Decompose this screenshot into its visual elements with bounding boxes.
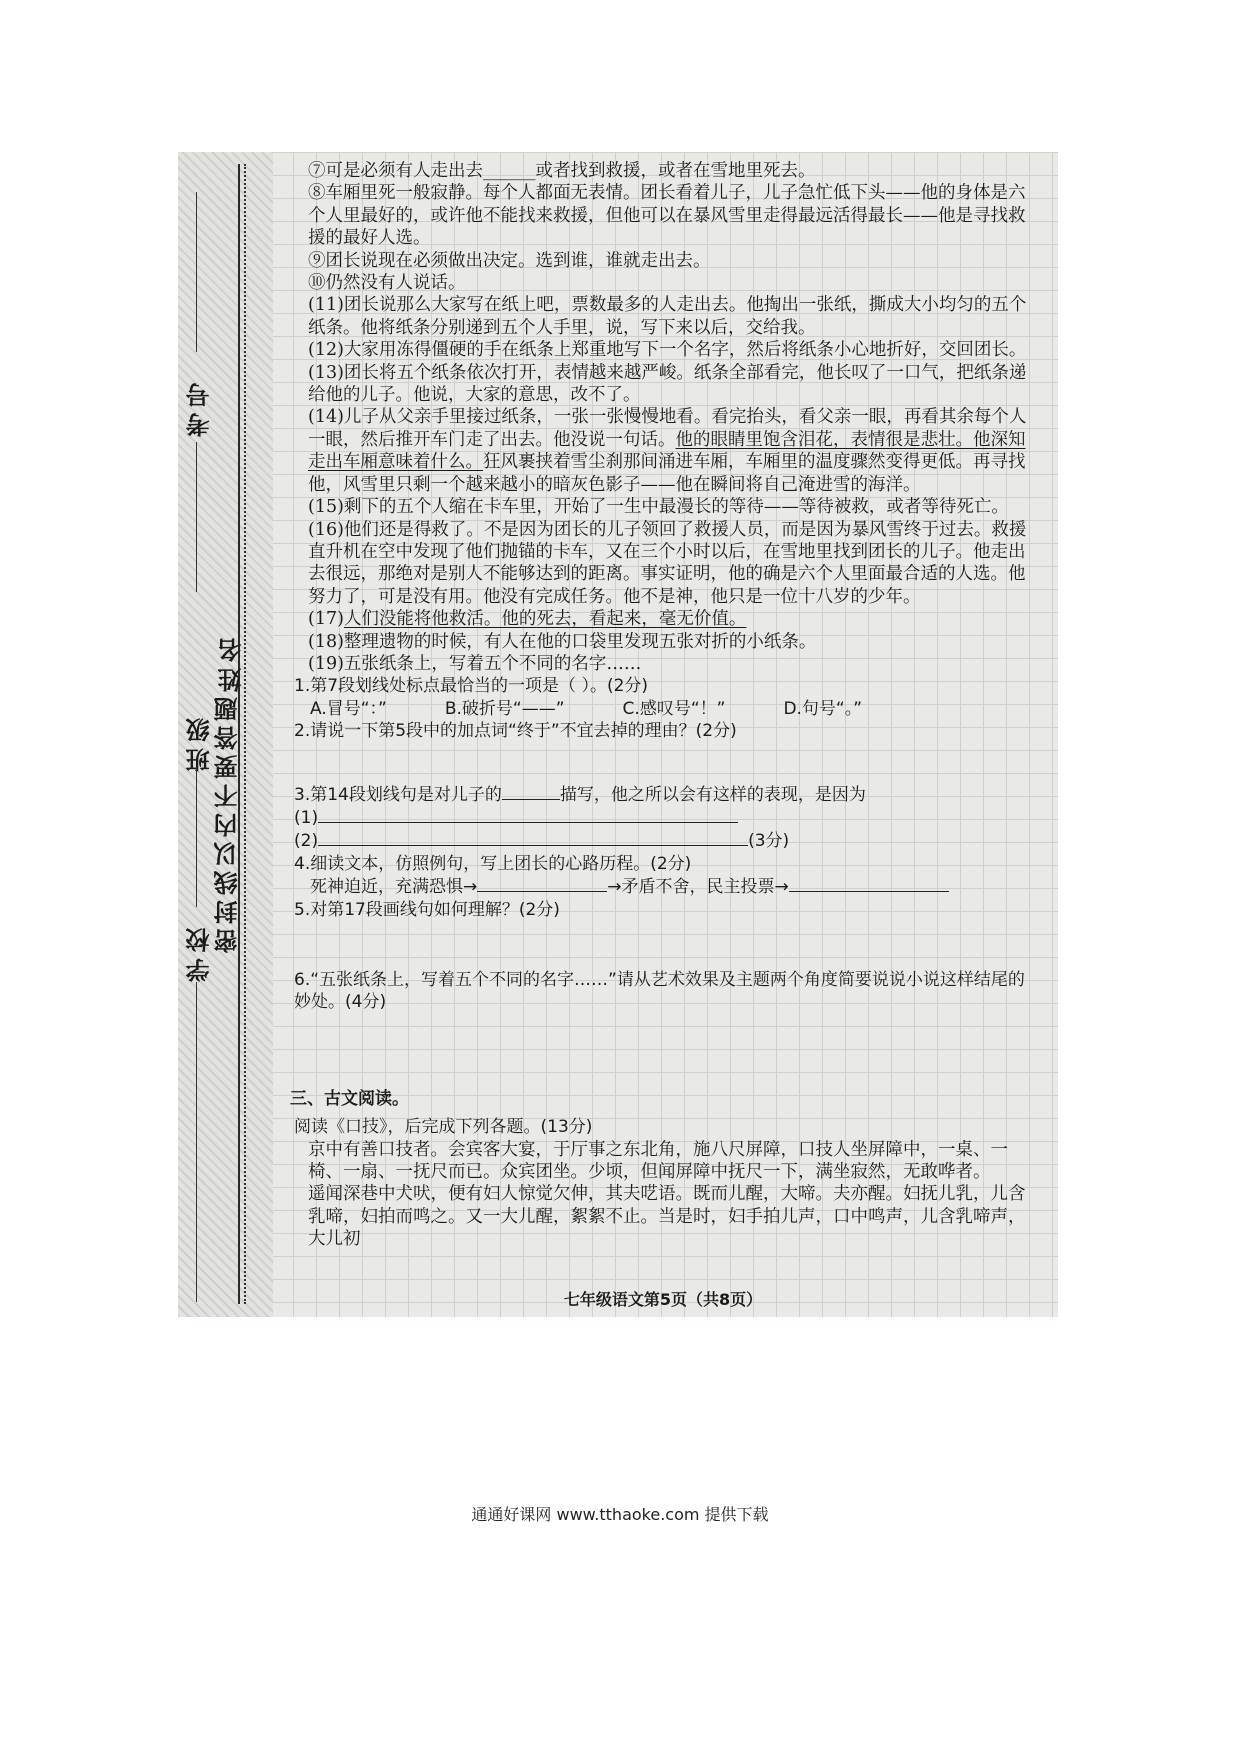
binding-margin <box>178 152 273 1317</box>
answer-line-4-1[interactable] <box>477 875 607 892</box>
paragraph-11: (11)团长说那么大家写在纸上吧，票数最多的人走出去。他掏出一张纸，撕成大小均匀的五个纸条。他将纸条分别递到五个人手里，说，写下来以后，交给我。 <box>308 295 1027 338</box>
top-blank <box>196 192 197 352</box>
paragraph-18: (18)整理遗物的时候，有人在他的口袋里发现五张对折的小纸条。 <box>308 631 817 652</box>
paragraph-19: (19)五张纸条上，写着五个不同的名字…… <box>308 653 642 674</box>
section-3-title: 三、古文阅读。 <box>290 1088 409 1109</box>
passage-content <box>290 160 1038 1251</box>
question-3: 3.第14段划线句是对儿子的 描写，他之所以会有这样的表现，是因为 <box>294 784 866 805</box>
option-c[interactable]: C.感叹号“！” <box>622 698 726 719</box>
school-blank <box>196 982 197 1102</box>
download-watermark: 通通好课网 www.tthaoke.com 提供下载 <box>471 1505 769 1524</box>
paragraph-9: ⑨团长说现在必须做出决定。选到谁，谁就走出去。 <box>308 250 711 271</box>
option-a[interactable]: A.冒号“：” <box>310 698 387 719</box>
underlined-sentence-14: 他的眼睛里饱含泪花，表情很是悲壮。他深知走出车厢意味着什么。 <box>308 429 1026 473</box>
paragraph-12: (12)大家用冻得僵硬的手在纸条上郑重地写下一个名字，然后将纸条小心地折好，交回团长。 <box>308 340 1027 361</box>
answer-line-4-2[interactable] <box>789 875 949 892</box>
exam-no-label: 考号 <box>186 377 214 437</box>
option-b[interactable]: B.破折号“——” <box>444 698 565 719</box>
paragraph-10: ⑩仍然没有人说话。 <box>308 273 466 294</box>
question-1-options <box>290 698 1038 720</box>
classical-paragraph-1: 京中有善口技者。会宾客大宴，于厅事之东北角，施八尺屏障，口技人坐屏障中，一桌、一椅、一扇、一抚尺而已。众宾团坐。少顷，但闻屏障中抚尺一下，满坐寂然，无敢哗者。 <box>308 1139 1008 1183</box>
answer-space-6[interactable] <box>290 1014 1038 1088</box>
paragraph-7: ⑦可是必须有人走出去______或者找到救援，或者在雪地里死去。 <box>308 161 816 181</box>
question-4: 4.细读文本，仿照例句，写上团长的心路历程。(2分) <box>294 853 692 874</box>
answer-line-3-1[interactable] <box>318 806 738 823</box>
answer-space-2[interactable] <box>290 743 1038 783</box>
exam-no-blank <box>196 442 197 592</box>
question-5: 5.对第17段画线句如何理解？(2分) <box>294 899 560 920</box>
underlined-sentence-17: 人们没能将他救活。他的死去，看起来，毫无价值。 <box>343 609 747 630</box>
school-label: 学校 <box>186 922 214 982</box>
question-3-line-2: (2) (3分) <box>294 831 790 852</box>
answer-blank-3[interactable] <box>502 783 560 800</box>
class-label: 班级 <box>186 712 214 772</box>
section-3-intro: 阅读《口技》，后完成下列各题。(13分) <box>294 1117 593 1138</box>
name-label: 姓名 <box>218 632 246 692</box>
answer-space-5[interactable] <box>290 921 1038 969</box>
option-d[interactable]: D.句号“。” <box>783 698 863 719</box>
page-number-footer: 七年级语文第5页（共8页） <box>563 1290 763 1309</box>
question-2: 2.请说一下第5段中的加点词“终于”不宜去掉的理由？(2分) <box>294 721 737 742</box>
paragraph-15: (15)剩下的五个人缩在卡车里，开始了一生中最漫长的等待——等待被救，或者等待死亡。 <box>308 497 1009 518</box>
scanned-exam-page <box>178 152 1058 1317</box>
bottom-blank <box>196 1102 197 1302</box>
question-3-line-1: (1) <box>290 806 1038 829</box>
answer-line-3-2[interactable] <box>318 829 748 846</box>
paragraph-17: (17)人们没能将他救活。他的死去，看起来，毫无价值。 <box>308 609 747 630</box>
paragraph-14: (14)儿子从父亲手里接过纸条，一张一张慢慢地看。看完抬头，看父亲一眼，再看其余每个人一眼，然后推开车门走了出去。他没说一句话。他的眼睛里饱含泪花，表情很是悲壮。他深知走出车厢意味着什么。狂风裹挟着雪尘刹那间涌进车厢，车厢里的温度骤然变得更低。再寻找他，风雪里只剩一个越来越小的暗灰色影子——他在瞬间将自己淹进雪的海洋。 <box>308 407 1027 495</box>
paragraph-13: (13)团长将五个纸条依次打开，表情越来越严峻。纸条全部看完，他长叹了一口气，把纸条递给他的儿子。他说，大家的意思，改不了。 <box>308 362 1027 406</box>
question-1: 1.第7段划线处标点最恰当的一项是（ ）。(2分) <box>294 676 649 697</box>
seal-notice: 密封线以内不要答题 <box>214 692 242 953</box>
class-blank <box>196 767 197 907</box>
paragraph-16: (16)他们还是得救了。不是因为团长的儿子领回了救援人员，而是因为暴风雪终于过去。救援直升机在空中发现了他们抛锚的卡车，又在三个小时以后，在雪地里找到团长的儿子。他走出去很远，那绝对是别人不能够达到的距离。事实证明，他的确是六个人里面最合适的人选。他努力了，可是没有用。他没有完成任务。他不是神，他只是一位十八岁的少年。 <box>308 519 1027 607</box>
paragraph-8: ⑧车厢里死一般寂静。每个人都面无表情。团长看着儿子，儿子急忙低下头——他的身体是六个人里最好的，或许他不能找来救援，但他可以在暴风雪里走得最远活得最长——他是寻找救援的最好人选。 <box>308 183 1026 249</box>
question-4-example: 死神迫近，充满恐惧→ →矛盾不舍，民主投票→ <box>290 875 1038 898</box>
classical-paragraph-2: 遥闻深巷中犬吠，便有妇人惊觉欠伸，其夫呓语。既而儿醒，大啼。夫亦醒。妇抚儿乳，儿含乳啼，妇拍而鸣之。又一大儿醒，絮絮不止。当是时，妇手拍儿声，口中鸣声，儿含乳啼声，大儿初 <box>308 1184 1026 1250</box>
question-6: 6.“五张纸条上，写着五个不同的名字……”请从艺术效果及主题两个角度简要说说小说这样结尾的妙处。(4分) <box>294 970 1025 1013</box>
